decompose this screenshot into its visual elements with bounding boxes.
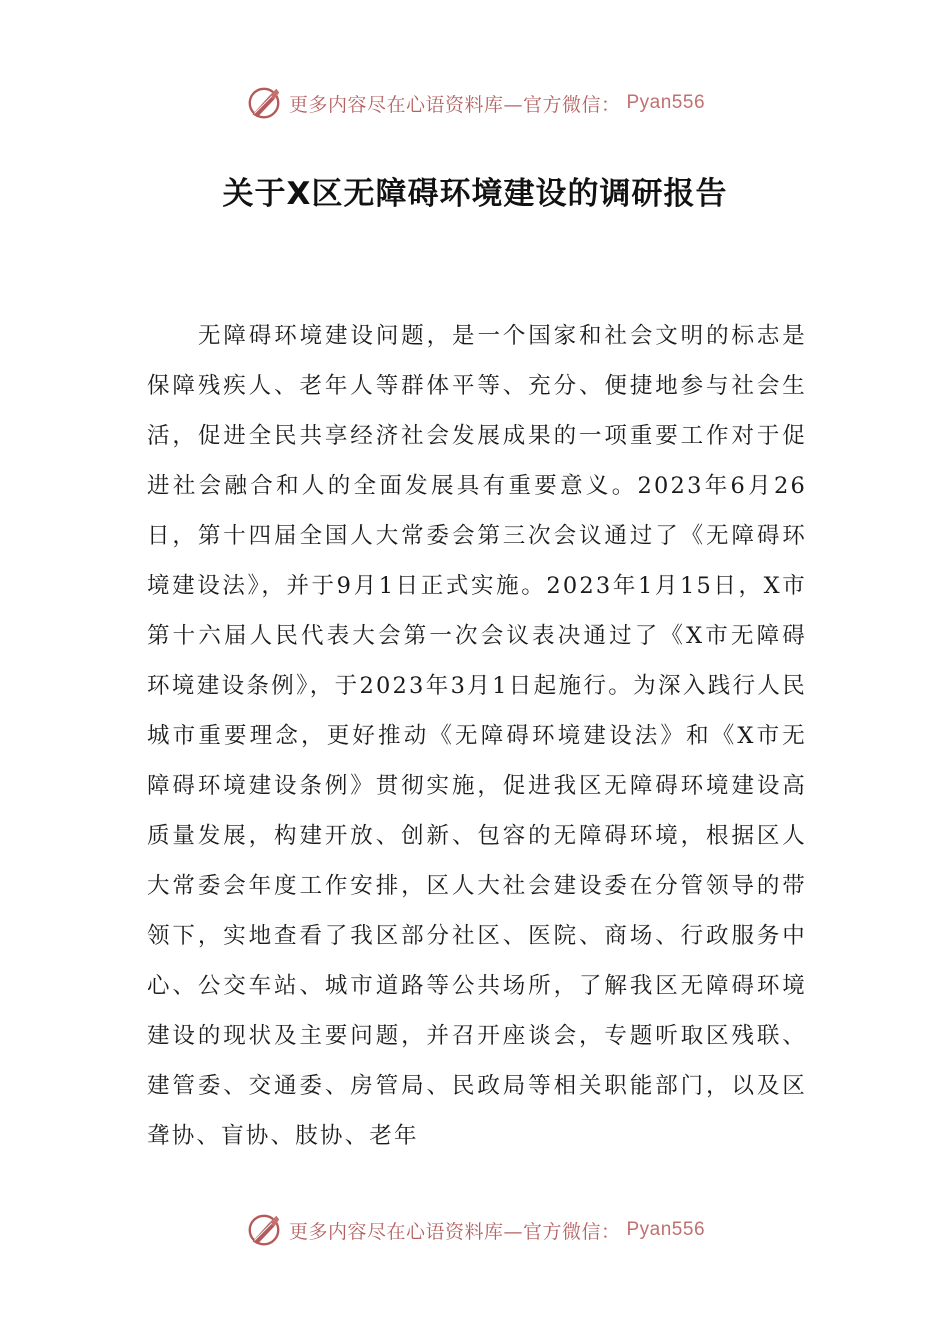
watermark-wechat-id: Pyan556: [626, 1219, 706, 1240]
document-title: 关于X区无障碍环境建设的调研报告: [222, 176, 728, 212]
pen-nib-logo-icon: [245, 1211, 283, 1249]
body-paragraph: 无障碍环境建设问题，是一个国家和社会文明的标志是保障残疾人、老年人等群体平等、充分、便捷地参与社会生活，促进全民共享经济社会发展成果的一项重要工作对于促进社会融合和人的全面发展具有重要意义。2023年6月26日，第十四届全国人大常委会第三次会议通过了《无障碍环境建设法》，并于9月1日正式实施。2023年1月15日，X市第十六届人民代表大会第一次会议表决通过了《X市无障碍环境建设条例》，于2023年3月1日起施行。为深入践行人民城市重要理念，更好推动《无障碍环境建设法》和《X市无障碍环境建设条例》贯彻实施，促进我区无障碍环境建设高质量发展，构建开放、创新、包容的无障碍环境，根据区人大常委会年度工作安排，区人大社会建设委在分管领导的带领下，实地查看了我区部分社区、医院、商场、行政服务中心、公交车站、城市道路等公共场所，了解我区无障碍环境建设的现状及主要问题，并召开座谈会，专题听取区残联、建管委、交通委、房管局、民政局等相关职能部门，以及区聋协、盲协、肢协、老年: [147, 323, 807, 1149]
watermark-wechat-id: Pyan556: [626, 92, 706, 113]
header-watermark: [0, 83, 950, 123]
footer-watermark: [0, 1210, 950, 1250]
watermark-text: 更多内容尽在心语资料库—官方微信：: [288, 93, 621, 116]
watermark-text: 更多内容尽在心语资料库—官方微信：: [288, 1220, 621, 1243]
pen-nib-logo-icon: [245, 84, 283, 122]
